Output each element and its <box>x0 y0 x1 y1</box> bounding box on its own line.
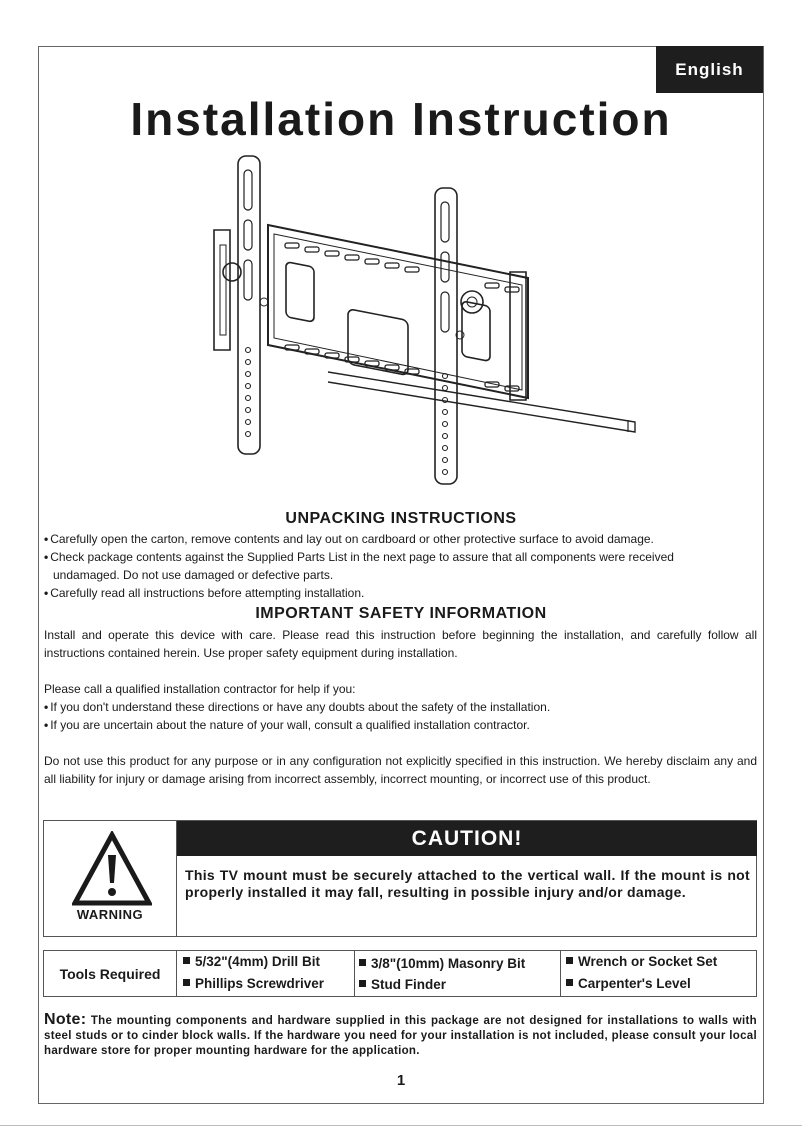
caution-text: This TV mount must be securely attached to the vertical wall. If the mount is not properly installed it may fall, resulting in possible injury and/or damage. <box>185 867 750 900</box>
unpacking-bullet-2: • Check package contents against the Supplied Parts List in the next page to assure that all components were received undamaged. Do not use damaged or defective parts. <box>44 550 674 582</box>
warning-triangle-icon <box>72 831 152 907</box>
tool-item: Phillips Screwdriver <box>183 976 324 991</box>
tool-item: 5/32"(4mm) Drill Bit <box>183 954 320 969</box>
caution-heading: CAUTION! <box>177 821 757 856</box>
unpacking-bullet-3: • Carefully read all instructions before attempting installation. <box>44 586 365 600</box>
tool-item: Carpenter's Level <box>566 976 691 991</box>
tools-label: Tools Required <box>44 951 177 996</box>
safety-disclaimer: Do not use this product for any purpose or in any configuration not explicitly specified in this instruction. We hereby disclaim any and all liability for injury or damage arising from incorrect assembly, incorrect mounting, or incorrect use of this product. <box>44 754 757 786</box>
page-title: Installation Instruction <box>130 93 672 145</box>
tool-item: Stud Finder <box>359 977 446 992</box>
tv-mount-illustration <box>200 150 645 490</box>
warning-label: WARNING <box>76 907 144 922</box>
bottom-rule <box>0 1125 802 1126</box>
safety-intro: Install and operate this device with care. Please read this instruction before beginning the installation, and carefully follow all instructions contained herein. Use proper safety equipment during installation. <box>44 628 757 660</box>
bullet-square-icon <box>566 957 573 964</box>
language-tab[interactable]: English <box>656 46 763 93</box>
unpacking-bullet-1: • Carefully open the carton, remove contents and lay out on cardboard or other protective surface to avoid damage. <box>44 532 654 546</box>
caution-box <box>43 820 757 937</box>
bullet-square-icon <box>183 957 190 964</box>
bullet-square-icon <box>566 979 573 986</box>
bullet-square-icon <box>359 980 366 987</box>
safety-bullet-1: • If you don't understand these directions or have any doubts about the safety of the installation. <box>44 700 551 714</box>
bullet-square-icon <box>359 959 366 966</box>
safety-heading: IMPORTANT SAFETY INFORMATION <box>255 605 547 622</box>
safety-bullet-2: • If you are uncertain about the nature of your wall, consult a qualified installation contractor. <box>44 718 530 732</box>
note-paragraph: Note: The mounting components and hardware supplied in this package are not designed for installations to walls with steel studs or to cinder block walls. If the hardware you need for your installation is not included, please consult your local hardware store for proper mounting hardware for the application. <box>44 1011 757 1057</box>
warning-panel <box>44 821 177 936</box>
bullet-square-icon <box>183 979 190 986</box>
tool-item: Wrench or Socket Set <box>566 954 717 969</box>
note-label: Note: <box>44 1011 87 1028</box>
tools-divider <box>560 951 561 996</box>
page-number: 1 <box>396 1072 406 1089</box>
tools-divider <box>354 951 355 996</box>
tools-table <box>43 950 757 997</box>
safety-call-line: Please call a qualified installation contractor for help if you: <box>44 682 356 696</box>
unpacking-heading: UNPACKING INSTRUCTIONS <box>285 510 517 527</box>
tool-item: 3/8"(10mm) Masonry Bit <box>359 956 525 971</box>
